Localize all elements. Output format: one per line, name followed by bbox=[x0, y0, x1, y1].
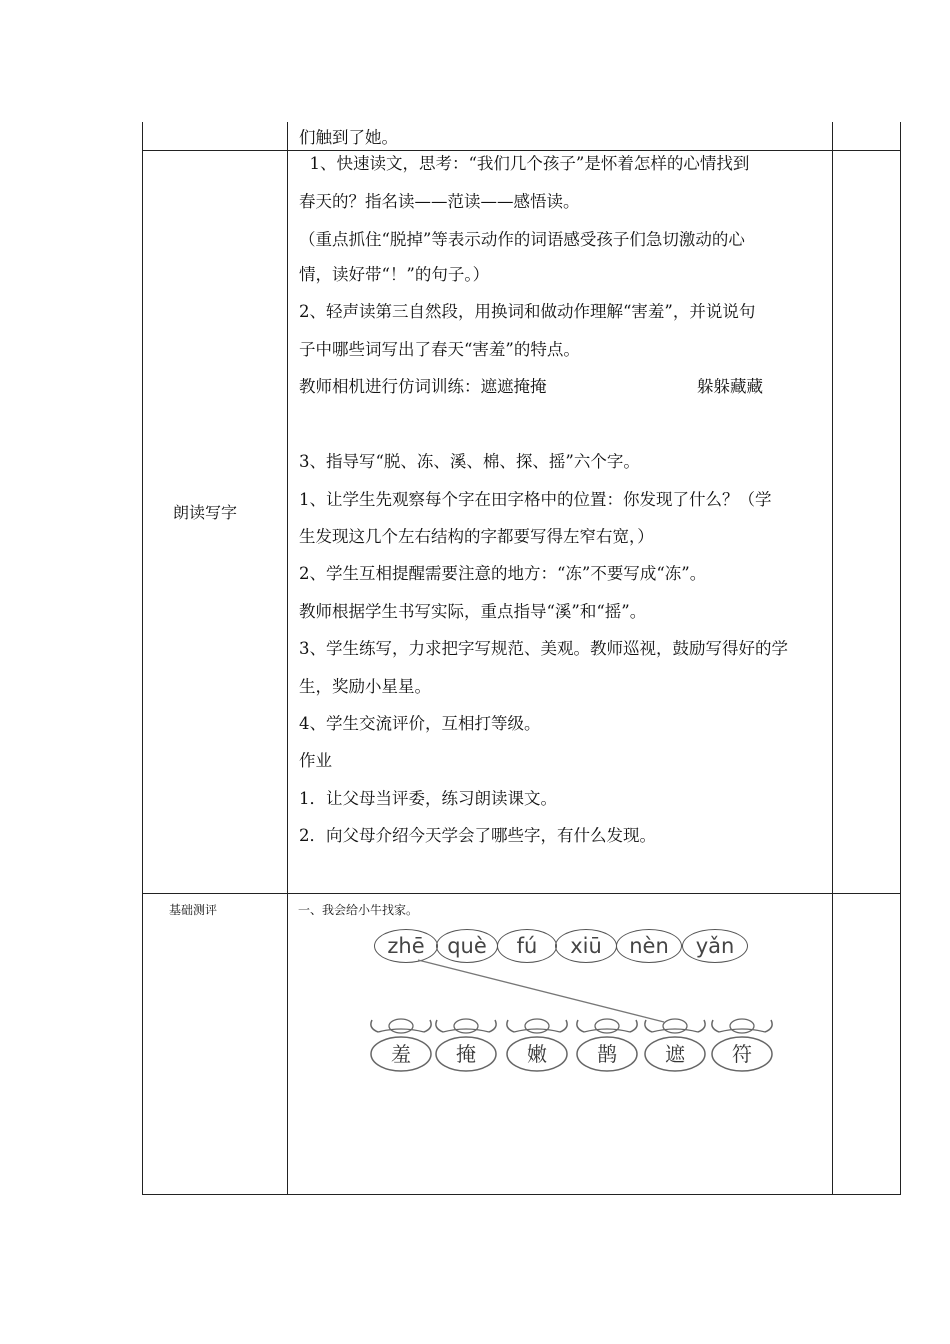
homework-item: 1．让父母当评委，练习朗读课文。 bbox=[299, 789, 557, 808]
cow-character: 羞 bbox=[391, 1042, 411, 1066]
cow-head bbox=[366, 1014, 436, 1074]
pinyin-oval: fú bbox=[497, 929, 557, 963]
cow-head bbox=[707, 1014, 777, 1074]
lesson-line: 生，奖励小星星。 bbox=[299, 677, 431, 696]
cow-character: 掩 bbox=[456, 1042, 476, 1066]
lesson-line: 1、快速读文，思考：“我们几个孩子”是怀着怎样的心情找到 bbox=[299, 154, 750, 173]
lesson-line: 情，读好带“！”的句子。） bbox=[299, 265, 490, 284]
homework-heading: 作业 bbox=[299, 751, 332, 770]
cow-character: 鹊 bbox=[597, 1042, 617, 1066]
lesson-line: （重点抓住“脱掉”等表示动作的词语感受孩子们急切激动的心 bbox=[299, 230, 745, 249]
pinyin-oval: xiū bbox=[555, 929, 617, 963]
exercise-question: 一、我会给小牛找家。 bbox=[298, 903, 419, 917]
lesson-line: 3、指导写“脱、冻、溪、棉、探、摇”六个字。 bbox=[299, 452, 640, 471]
pinyin-oval: yǎn bbox=[682, 929, 748, 963]
cow-character: 符 bbox=[732, 1042, 752, 1066]
lesson-line: 4、学生交流评价，互相打等级。 bbox=[299, 714, 541, 733]
lesson-line: 3、学生练写，力求把字写规范、美观。教师巡视，鼓励写得好的学 bbox=[299, 639, 788, 658]
pinyin-oval: nèn bbox=[616, 929, 682, 963]
lesson-line: 子中哪些词写出了春天“害羞”的特点。 bbox=[299, 340, 580, 359]
lesson-line: 2、学生互相提醒需要注意的地方：“冻”不要写成“冻”。 bbox=[299, 564, 707, 583]
section-label-basic-test: 基础测评 bbox=[169, 903, 218, 917]
pinyin-oval: què bbox=[436, 929, 498, 963]
lesson-line: 2、轻声读第三自然段，用换词和做动作理解“害羞”，并说说句 bbox=[299, 302, 756, 321]
lesson-line: 教师根据学生书写实际，重点指导“溪”和“摇”。 bbox=[299, 602, 647, 621]
lesson-line: 1、让学生先观察每个字在田字格中的位置：你发现了什么？（学 bbox=[299, 490, 772, 509]
pinyin-oval: zhē bbox=[374, 929, 438, 963]
cow-head bbox=[572, 1014, 642, 1074]
lesson-line: 教师相机进行仿词训练：遮遮掩掩 bbox=[299, 377, 547, 396]
section-label-reading-writing: 朗读写字 bbox=[173, 503, 238, 522]
lesson-line: 春天的？指名读——范读——感悟读。 bbox=[299, 192, 580, 211]
cow-head bbox=[502, 1014, 572, 1074]
lesson-line: 生发现这几个左右结构的字都要写得左窄右宽，） bbox=[299, 527, 654, 546]
cow-character: 嫩 bbox=[527, 1042, 547, 1066]
continuation-text: 们触到了她。 bbox=[299, 128, 398, 147]
cow-character: 遮 bbox=[665, 1042, 685, 1066]
cow-head bbox=[431, 1014, 501, 1074]
cow-head bbox=[640, 1014, 710, 1074]
lesson-line: 躲躲藏藏 bbox=[697, 377, 763, 396]
homework-item: 2．向父母介绍今天学会了哪些字，有什么发现。 bbox=[299, 826, 656, 845]
